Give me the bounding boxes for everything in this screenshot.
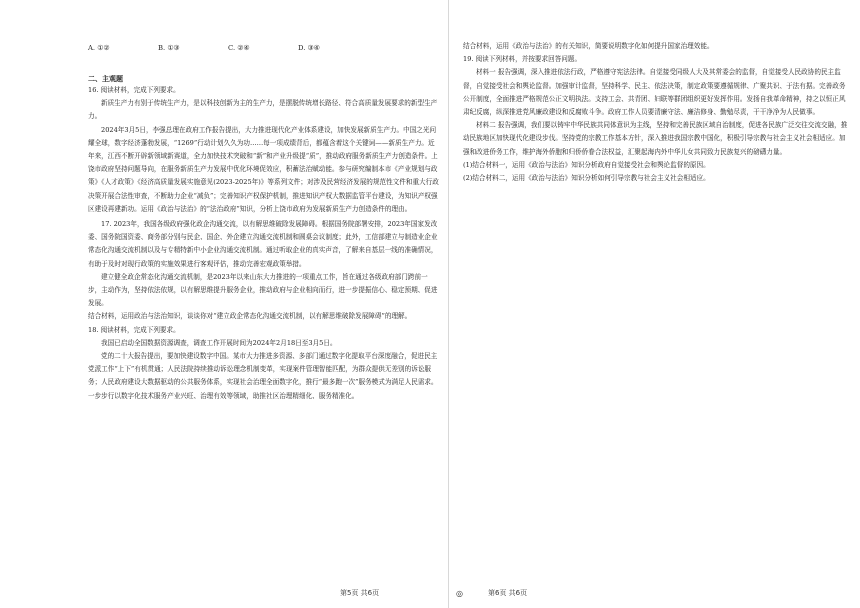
choice-c: C. ②④ [228, 44, 250, 52]
choice-d: D. ③④ [298, 44, 320, 52]
q17-requirement: 结合材料，运用政治与法治知识，谈谈你对“建立政企常态化沟通交流机制，以有解思维破除发展障碍”的理解。 [88, 312, 412, 321]
q17-material-1: 17. 2023年，我国各级政府强化政企沟通交流，以有解思维破除发展障碍。根据国务院部署安排，2023年国家发改委、国务院国资委、商务部分别与民企、国企、外企建立沟通交流机制和圆桌会议制度；此外，工信部建立与制造业企业常态化沟通交流机制以及与专精特新中小企业沟通交流机制。通过听取企业的真实声音，了解来自基层一线的准确情况，有助于及时对现行政策的实施效果进行客观评估，推动完善宏观政策举措。 [88, 220, 438, 268]
q19-stem: 19. 阅读下列材料，并按要求回答问题。 [463, 55, 582, 64]
q19-material-2: 材料二 报告强调，我们要以铸牢中华民族共同体意识为主线，坚持和完善民族区域自治制度，促进各民族广泛交往交流交融，推动民族地区加快现代化建设步伐。坚持党的宗教工作基本方针，深入推进我国宗教中国化，积极引导宗教与社会主义社会相适应。加强和改进侨务工作，维护海外侨胞和归侨侨眷合法权益，汇聚起海内外中华儿女共同致力民族复兴的磅礴力量。 [463, 121, 848, 156]
q18-requirement: 结合材料，运用《政治与法治》的有关知识，简要说明数字化如何提升国家治理效能。 [463, 42, 714, 50]
page-number-right: 第6页 共6页 [488, 589, 528, 597]
right-column [463, 40, 851, 185]
q16-material-2: 2024年3月5日，李强总理在政府工作报告提出，大力推进现代化产业体系建设，加快发展新质生产力。中国之光问耀全球，数字经济蓬勃发展，“1269”行动计划久久为功……每一项成绩背后，都蕴含着这个关键词——新质生产力。近年来，江西不断开辟新领域新赛道，全力加快技术突破和“新”和产业升级提“质”，推动政府服务新质生产力创造条件。上饶市政府坚持问题导向，在服务新质生产力发展中优化环境促效应，积蓄法治赋动能。参与研究编制本市《产业规划与政策》《人才政策》《经济高质量发展实施意见(2023-2025年)》等系列文件；对涉及民营经济发展的规范性文件和重大行政决策开展合法性审查，不断助力企业“减负”；完善知识产权保护机制，推进知识产权大数据监管平台建设，为知识产权强区建设再建新功。运用《政治与法治》的“法治政府”知识，分析上饶市政府为发展新质生产力创造条件的理由。 [88, 125, 439, 213]
q16-material-1: 新质生产力有别于传统生产力，是以科技创新为主的生产力，是摆脱传统增长路径、符合高质量发展要求的新型生产力。 [88, 99, 438, 121]
choice-a: A. ①② [88, 44, 110, 52]
right-page [449, 0, 860, 608]
q18-material-2: 党的二十大报告提出，要加快建设数字中国。某市大力推进多资源、多部门通过数字化提取平台深度融合，促进民主党派工作“上下”有机贯通；人民法院持续推动诉讼理念机制变革，实现案件管理智能匹配，为群众提供无差别的诉讼服务；人民政府建设大数据驱动的公共服务体系，实现社会治理全面数字化，推行“最多跑一次”服务模式为满足人民需求。一步步行以数字化技术服务产业兴旺、治理有效等领域，助推社区治理精细化、服务精准化。 [88, 352, 438, 400]
q19-requirement-1: (1)结合材料一，运用《政治与法治》知识分析政府自觉接受社会和舆论监督的原因。 [463, 160, 710, 169]
q19-material-1: 材料一 报告强调，深入推进依法行政，严格遵守宪法法律。自觉接受同级人大及其常委会的监督，自觉接受人民政协的民主监督，自觉接受社会和舆论监督。加强审计监督，坚持科学、民主、依法决策，制定政策要遵循规律、广聚共识、于法有据。完善政务公开制度，全面推进严格规范公正文明执法。支持工会、共青团、妇联等群团组织更好发挥作用。发扬自我革命精神，持之以恒正风肃纪反腐，纵深推进党风廉政建设和反腐败斗争。政府工作人员要清廉守法、廉洁修身、勤勉尽责，干干净净为人民做事。 [463, 68, 846, 117]
left-column [88, 40, 440, 403]
q17-material-2: 建立健全政企常态化沟通交流机制，是2023年以来山东大力推进的一项重点工作，旨在通过各级政府部门跨前一步，主动作为，坚持依法依规，以有解思维提升服务企业，推动政府与企业相向而行，进一步提振信心、稳定预期、促进发展。 [88, 272, 438, 308]
binding-mark-icon: ◎ [456, 589, 463, 598]
q18-stem: 18. 阅读材料，完成下列要求。 [88, 325, 180, 334]
q16-stem: 16. 阅读材料，完成下列要求。 [88, 86, 180, 94]
page-number-left: 第5页 共6页 [340, 589, 380, 597]
q19-requirement-2: (2)结合材料二，运用《政治与法治》知识分析如何引导宗教与社会主义社会相适应。 [463, 174, 710, 183]
choice-b: B. ①③ [158, 44, 180, 52]
section-heading: 二、主观题 [88, 74, 123, 83]
q18-material-1: 我国已启动全国数据资源调查，调查工作开展时间为2024年2月18日至3月5日。 [101, 338, 337, 347]
answer-choices [88, 40, 440, 56]
